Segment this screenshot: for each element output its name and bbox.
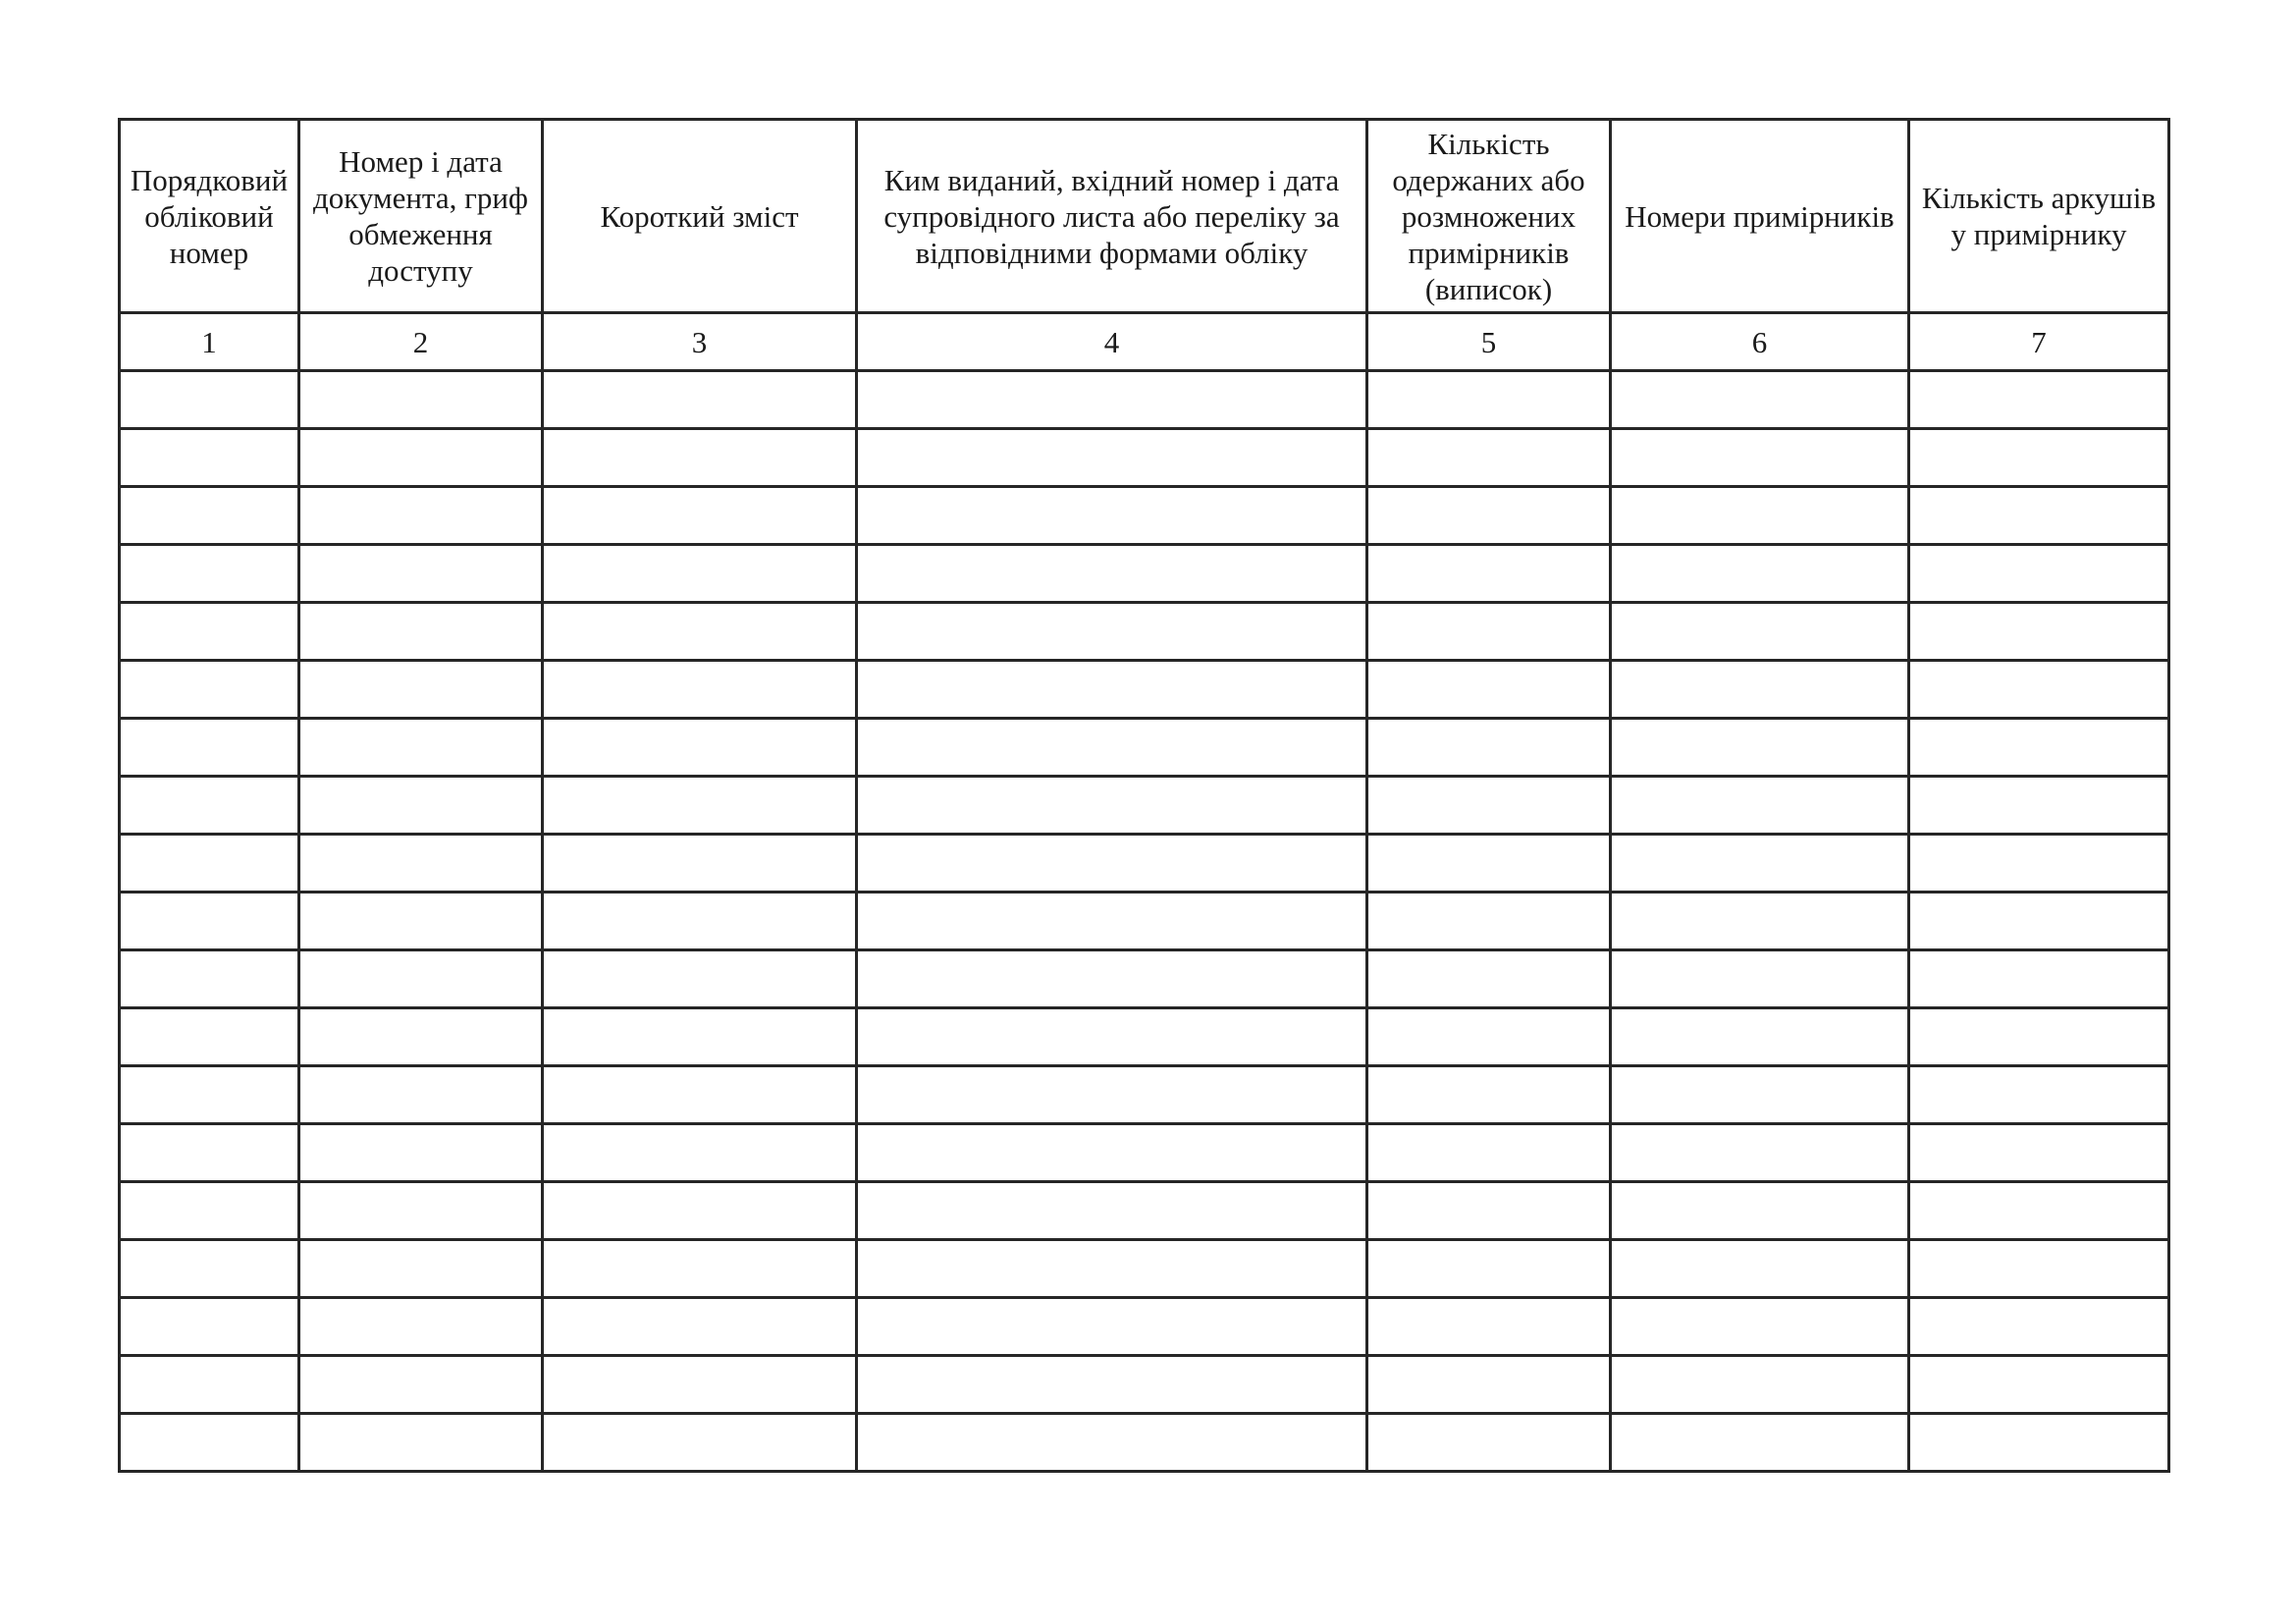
empty-cell — [120, 661, 299, 719]
empty-cell — [1909, 835, 2169, 893]
empty-cell — [120, 1240, 299, 1298]
empty-cell — [857, 719, 1367, 777]
empty-cell — [299, 1008, 543, 1066]
empty-cell — [1611, 1124, 1909, 1182]
empty-cell — [1367, 429, 1611, 487]
empty-cell — [1611, 603, 1909, 661]
empty-cell — [1909, 603, 2169, 661]
empty-cell — [120, 371, 299, 429]
empty-cell — [857, 1240, 1367, 1298]
table-row — [120, 371, 2169, 429]
empty-cell — [1611, 1182, 1909, 1240]
table-row — [120, 777, 2169, 835]
header-cell-copies-count: Кількість одержаних або розмножених примірників (виписок) — [1367, 120, 1611, 313]
empty-cell — [857, 1066, 1367, 1124]
empty-cell — [120, 1298, 299, 1356]
empty-cell — [543, 1298, 857, 1356]
empty-cell — [1909, 1066, 2169, 1124]
table-row — [120, 719, 2169, 777]
empty-cell — [120, 719, 299, 777]
table-row — [120, 661, 2169, 719]
empty-cell — [299, 545, 543, 603]
empty-cell — [857, 603, 1367, 661]
column-number: 7 — [1909, 313, 2169, 371]
column-number: 2 — [299, 313, 543, 371]
empty-cell — [857, 1298, 1367, 1356]
empty-cell — [1909, 545, 2169, 603]
empty-cell — [857, 1008, 1367, 1066]
empty-cell — [1909, 777, 2169, 835]
empty-cell — [543, 1066, 857, 1124]
empty-cell — [299, 893, 543, 950]
empty-cell — [1611, 950, 1909, 1008]
table-row — [120, 1066, 2169, 1124]
empty-cell — [299, 371, 543, 429]
empty-cell — [1611, 545, 1909, 603]
empty-cell — [1909, 1414, 2169, 1472]
empty-cell — [120, 1182, 299, 1240]
empty-cell — [299, 1124, 543, 1182]
empty-cell — [1367, 371, 1611, 429]
empty-cell — [857, 487, 1367, 545]
empty-cell — [1367, 661, 1611, 719]
empty-cell — [120, 777, 299, 835]
empty-cell — [120, 487, 299, 545]
empty-cell — [543, 1182, 857, 1240]
empty-cell — [857, 429, 1367, 487]
empty-cell — [299, 661, 543, 719]
table-row — [120, 1182, 2169, 1240]
empty-cell — [299, 1066, 543, 1124]
empty-cell — [299, 719, 543, 777]
empty-cell — [1611, 487, 1909, 545]
empty-cell — [1909, 1298, 2169, 1356]
empty-cell — [857, 545, 1367, 603]
empty-cell — [1367, 719, 1611, 777]
empty-cell — [1611, 1414, 1909, 1472]
empty-cell — [543, 603, 857, 661]
empty-cell — [1909, 893, 2169, 950]
table-row — [120, 487, 2169, 545]
empty-cell — [857, 371, 1367, 429]
column-number: 1 — [120, 313, 299, 371]
empty-cell — [1367, 1182, 1611, 1240]
table-row — [120, 893, 2169, 950]
empty-cell — [543, 545, 857, 603]
header-cell-document-number-date: Номер і дата документа, гриф обмеження доступу — [299, 120, 543, 313]
empty-cell — [1611, 1240, 1909, 1298]
empty-cell — [1909, 950, 2169, 1008]
empty-cell — [1611, 1356, 1909, 1414]
table-row — [120, 835, 2169, 893]
empty-cell — [1367, 1414, 1611, 1472]
table-row — [120, 1240, 2169, 1298]
table-row — [120, 545, 2169, 603]
empty-cell — [857, 1356, 1367, 1414]
table-row — [120, 603, 2169, 661]
empty-cell — [299, 1356, 543, 1414]
empty-cell — [857, 835, 1367, 893]
table-body — [120, 371, 2169, 1472]
empty-cell — [299, 950, 543, 1008]
empty-cell — [1367, 1008, 1611, 1066]
empty-cell — [543, 429, 857, 487]
empty-cell — [543, 1414, 857, 1472]
empty-cell — [1611, 777, 1909, 835]
column-number: 3 — [543, 313, 857, 371]
header-cell-sheets-per-copy: Кількість аркушів у примірнику — [1909, 120, 2169, 313]
empty-cell — [120, 1356, 299, 1414]
header-cell-serial-number: Порядковий обліковий номер — [120, 120, 299, 313]
empty-cell — [120, 893, 299, 950]
empty-cell — [1909, 1182, 2169, 1240]
empty-cell — [120, 835, 299, 893]
empty-cell — [1611, 661, 1909, 719]
empty-cell — [543, 487, 857, 545]
table-row — [120, 1008, 2169, 1066]
empty-cell — [1367, 893, 1611, 950]
empty-cell — [1909, 1240, 2169, 1298]
empty-cell — [1611, 429, 1909, 487]
empty-cell — [1367, 835, 1611, 893]
empty-cell — [857, 661, 1367, 719]
empty-cell — [543, 777, 857, 835]
empty-cell — [857, 1182, 1367, 1240]
empty-cell — [299, 1298, 543, 1356]
empty-cell — [857, 1414, 1367, 1472]
empty-cell — [1909, 429, 2169, 487]
empty-cell — [299, 487, 543, 545]
empty-cell — [1367, 1066, 1611, 1124]
empty-cell — [120, 429, 299, 487]
header-cell-summary: Короткий зміст — [543, 120, 857, 313]
empty-cell — [299, 1414, 543, 1472]
empty-cell — [543, 719, 857, 777]
empty-cell — [299, 603, 543, 661]
empty-cell — [120, 545, 299, 603]
empty-cell — [857, 1124, 1367, 1182]
table-row — [120, 1356, 2169, 1414]
empty-cell — [1611, 1008, 1909, 1066]
empty-cell — [299, 429, 543, 487]
empty-cell — [1367, 603, 1611, 661]
empty-cell — [1367, 1240, 1611, 1298]
column-number: 4 — [857, 313, 1367, 371]
empty-cell — [1367, 1356, 1611, 1414]
empty-cell — [1909, 487, 2169, 545]
table-row — [120, 429, 2169, 487]
empty-cell — [1367, 1298, 1611, 1356]
table-row — [120, 1124, 2169, 1182]
empty-cell — [1367, 487, 1611, 545]
empty-cell — [1909, 719, 2169, 777]
empty-cell — [120, 1124, 299, 1182]
empty-cell — [543, 1008, 857, 1066]
empty-cell — [1909, 1124, 2169, 1182]
empty-cell — [1611, 893, 1909, 950]
empty-cell — [299, 777, 543, 835]
empty-cell — [1367, 1124, 1611, 1182]
empty-cell — [1611, 719, 1909, 777]
empty-cell — [857, 950, 1367, 1008]
empty-cell — [1367, 545, 1611, 603]
empty-cell — [120, 950, 299, 1008]
empty-cell — [543, 835, 857, 893]
empty-cell — [1909, 1008, 2169, 1066]
empty-cell — [1909, 1356, 2169, 1414]
table-row — [120, 950, 2169, 1008]
empty-cell — [1909, 661, 2169, 719]
empty-cell — [120, 603, 299, 661]
empty-cell — [1611, 1298, 1909, 1356]
column-number: 5 — [1367, 313, 1611, 371]
empty-cell — [543, 1124, 857, 1182]
empty-cell — [299, 1182, 543, 1240]
table-row — [120, 1414, 2169, 1472]
empty-cell — [1367, 777, 1611, 835]
empty-cell — [543, 950, 857, 1008]
header-cell-issued-by: Ким виданий, вхідний номер і дата супровідного листа або переліку за відповідними формами обліку — [857, 120, 1367, 313]
empty-cell — [1909, 371, 2169, 429]
empty-cell — [543, 1356, 857, 1414]
empty-cell — [299, 835, 543, 893]
table-row — [120, 1298, 2169, 1356]
empty-cell — [299, 1240, 543, 1298]
register-table — [118, 118, 2170, 1473]
empty-cell — [543, 1240, 857, 1298]
empty-cell — [120, 1414, 299, 1472]
empty-cell — [1611, 371, 1909, 429]
column-number-row — [120, 313, 2169, 371]
empty-cell — [120, 1008, 299, 1066]
empty-cell — [120, 1066, 299, 1124]
empty-cell — [1367, 950, 1611, 1008]
empty-cell — [543, 661, 857, 719]
header-row — [120, 120, 2169, 313]
empty-cell — [1611, 835, 1909, 893]
empty-cell — [1611, 1066, 1909, 1124]
empty-cell — [857, 777, 1367, 835]
header-cell-copy-numbers: Номери примірників — [1611, 120, 1909, 313]
empty-cell — [857, 893, 1367, 950]
column-number: 6 — [1611, 313, 1909, 371]
empty-cell — [543, 371, 857, 429]
empty-cell — [543, 893, 857, 950]
